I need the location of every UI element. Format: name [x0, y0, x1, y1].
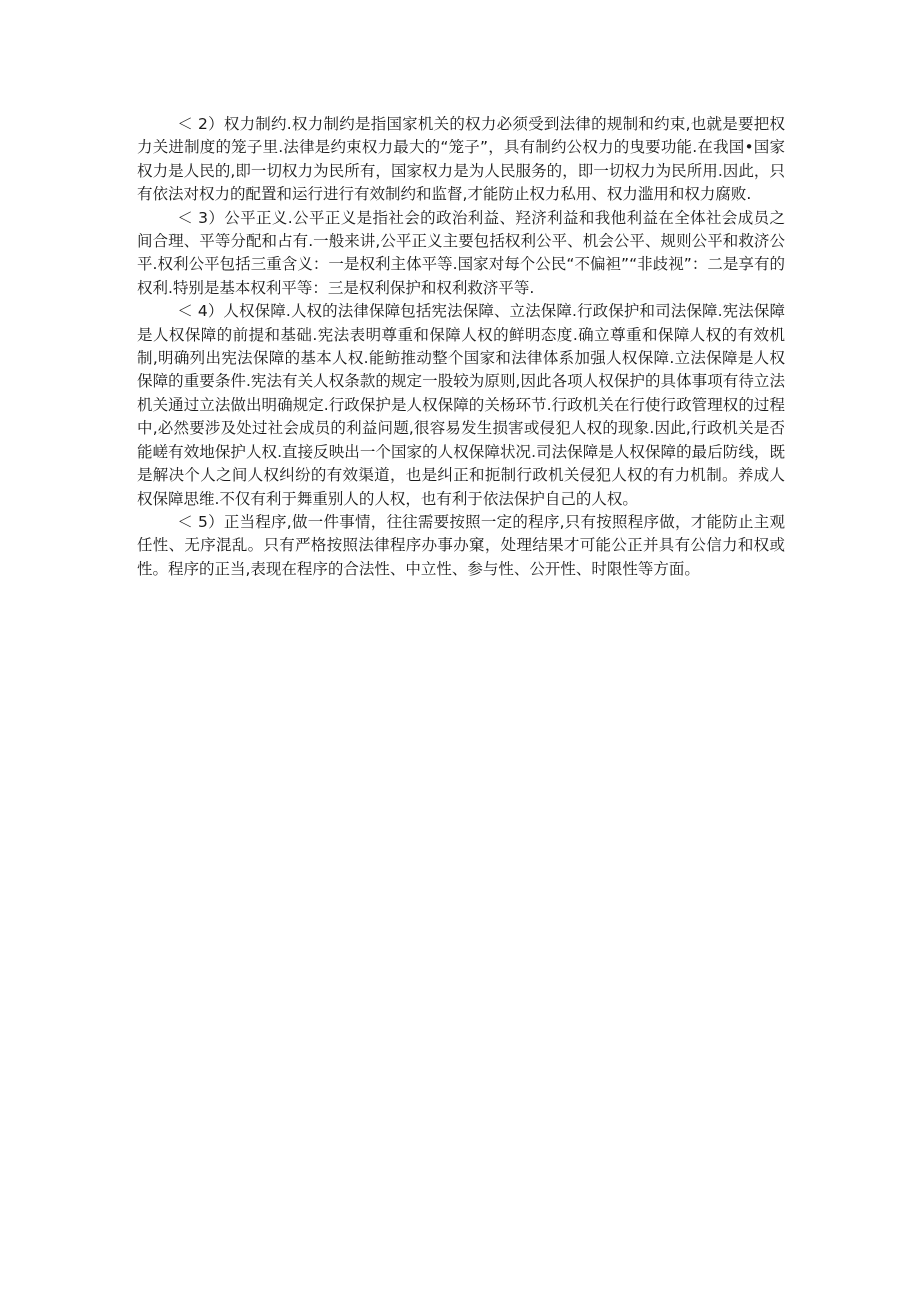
paragraph-due-process: ＜ 5）正当程序,做一件事情，往往需要按照一定的程序,只有按照程序做，才能防止主观任性、无序混乱。只有严格按照法律程序办事办窠，处理结果才可能公正并具有公信力和权或性。程序的正当,表现在程序的合法性、中立性、参与性、公开性、时限性等方面。 [137, 512, 785, 578]
paragraph-human-rights: ＜ 4）人权保障.人权的法律保障包括宪法保障、立法保障.行政保护和司法保障.宪法保障是人权保障的前提和基础.宪法表明尊重和保障人权的鲜明态度.确立尊重和保障人权的有效机制,明确列出宪法保障的基本人权.能鲂推动整个国家和法律体系加强人权保障.立法保障是人权保障的重要条件.宪法有关人权条款的规定一股较为原则,因此各项人权保护的具体事项有待立法机关通过立法做出明确规定.行政保护是人权保障的关杨环节.行政机关在行使行政管理权的过程中,必然要涉及处过社会成员的利益问题,很容易发生损害或侵犯人权的现象.因此,行政机关是否能嵯有效地保护人权.直接反映出一个国家的人权保障状况.司法保障是人权保障的最后防线，既是解决个人之间人权纠纷的有效渠道，也是纠正和扼制行政机关侵犯人权的有力机制。养成人权保障思维.不仅有利于舞重别人的人权，也有利于依法保护自己的人权。 [137, 302, 785, 508]
document-body [137, 113, 785, 581]
paragraph-power-restriction: ＜ 2）权力制约.权力制约是指国家机关的权力必须受到法律的规制和约束,也就是要把权力关进制度的笼子里.法律是约束权力最大的“笼子”，具有制约公权力的曳要功能.在我国•国家权力是人民的,即一切权力为民所有，国家权力是为人民服务的，即一切权力为民所用.因此，只有依法对权力的配置和运行进行有效制约和监督,才能防止权力私用、权力滥用和权力腐败. [137, 115, 785, 204]
paragraph-fairness-justice: ＜ 3）公平正义.公平正义是指社会的政治利益、羟济利益和我他利益在全体社会成员之间合理、平等分配和占有.一般来讲,公平正义主要包括权利公平、机会公平、规则公平和救济公平.权利公平包括三重含义：一是权利主体平等.国家对每个公民“不偏袒”“非歧视”：二是享有的权利.特别是基本权利平等：三是权利保护和权利救济平等. [137, 208, 785, 297]
